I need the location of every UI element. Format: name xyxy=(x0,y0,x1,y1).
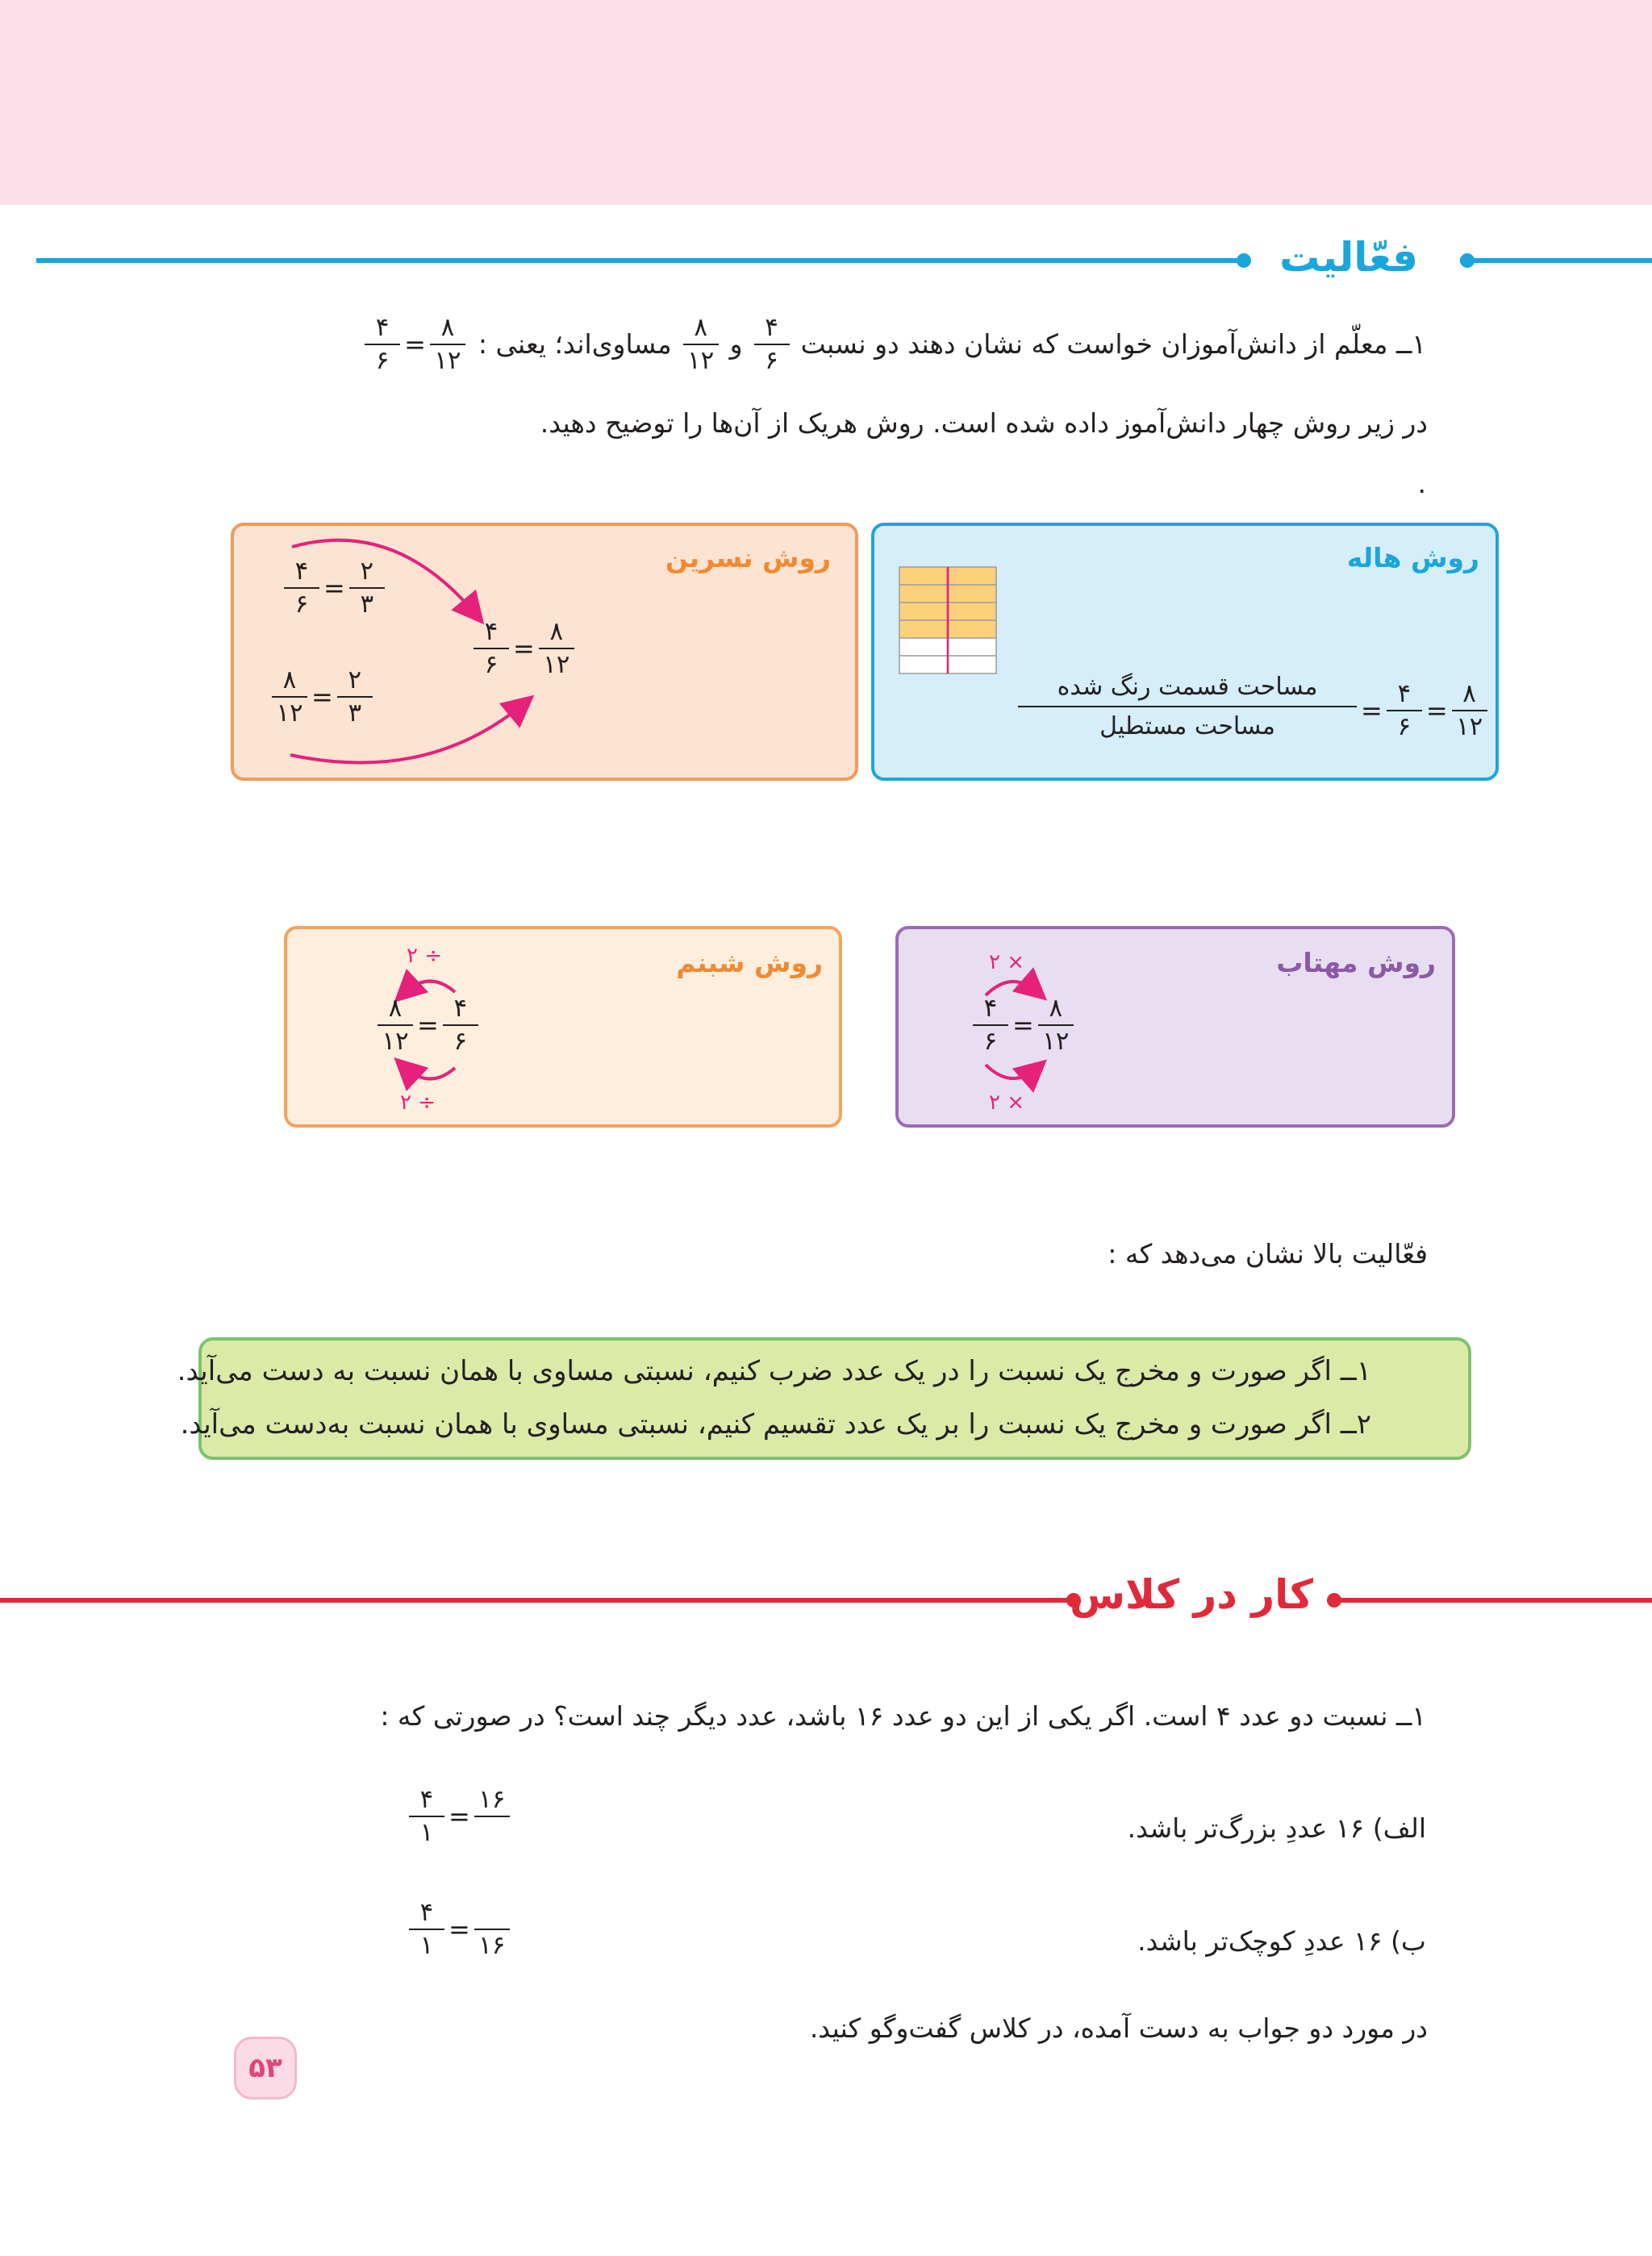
mahtab-equation: $\frac{۴}{۶}$ = $\frac{۸}{۱۲}$ xyxy=(971,995,1075,1054)
method-haleh-title: روش هاله xyxy=(1346,542,1479,573)
nasrin-bottom-equation: $\frac{۸}{۱۲}$ = $\frac{۲}{۳}$ xyxy=(270,667,374,726)
header-band xyxy=(0,0,1652,205)
q1-line xyxy=(363,315,1426,373)
classwork-b-text: ب) ۱۶ عددِ کوچک‌تر باشد. xyxy=(1137,1925,1426,1957)
classwork-q1: ۱ــ نسبت دو عدد ۴ است. اگر یکی از این دو عدد ۱۶ باشد، عدد دیگر چند است؟ در صورتی که : xyxy=(380,1700,1426,1732)
rule-1: ۱ــ اگر صورت و مخرج یک نسبت را در یک عدد ضرب کنیم، نسبتی مساوی با همان نسبت به دست می‌آید. xyxy=(177,1355,1371,1387)
rule-2: ۲ــ اگر صورت و مخرج یک نسبت را بر یک عدد تقسیم کنیم، نسبتی مساوی با همان نسبت به‌دست می‌آید. xyxy=(180,1408,1371,1441)
haleh-equation: = $\frac{۴}{۶}$ = $\frac{۸}{۱۲}$ xyxy=(1358,681,1489,740)
mahtab-op-bottom: × ۲ xyxy=(989,1090,1025,1115)
method-mahtab-title: روش مهتاب xyxy=(1276,947,1436,978)
fraction-4-6: $\frac{۴}{۶}$ xyxy=(754,315,790,373)
haleh-grid xyxy=(899,566,997,676)
page-number: ۵۳ xyxy=(234,2037,297,2100)
activity-header-line-right xyxy=(1460,258,1652,263)
activity-header-dot-right xyxy=(1460,253,1475,268)
method-mahtab-box xyxy=(895,926,1455,1128)
method-shabnam-box xyxy=(284,926,842,1128)
method-haleh-box xyxy=(871,523,1499,781)
haleh-numerator: مساحت قسمت رنگ شده xyxy=(1057,673,1318,701)
shabnam-op-top: ÷ ۲ xyxy=(407,944,443,968)
shabnam-equation: $\frac{۸}{۱۲}$ = $\frac{۴}{۶}$ xyxy=(376,995,480,1054)
classwork-a-text: الف) ۱۶ عددِ بزرگ‌تر باشد. xyxy=(1127,1812,1426,1844)
classwork-header-line xyxy=(0,1598,1073,1603)
classwork-header-dot-right xyxy=(1327,1593,1341,1608)
method-shabnam-title: روش شبنم xyxy=(676,947,823,978)
activity-title: فعّالیت xyxy=(1279,234,1418,281)
method-nasrin-box xyxy=(231,523,858,781)
method-nasrin-title: روش نسرین xyxy=(665,542,831,573)
classwork-title: کار در کلاس xyxy=(1070,1571,1313,1618)
shabnam-op-bottom: ÷ ۲ xyxy=(400,1090,436,1115)
q1-text: ۱ــ معلّم از دانش‌آموزان خواست که نشان دهند دو نسبت xyxy=(800,328,1426,361)
classwork-a-equation: $\frac{۴}{۱}$ = ۱۶ xyxy=(407,1787,511,1846)
fraction-8-12: $\frac{۸}{۱۲}$ xyxy=(683,315,719,373)
mahtab-op-top: × ۲ xyxy=(989,950,1025,974)
nasrin-result-equation: $\frac{۴}{۶}$ = $\frac{۸}{۱۲}$ xyxy=(472,619,576,678)
nasrin-top-equation: $\frac{۴}{۶}$ = $\frac{۲}{۳}$ xyxy=(282,558,386,617)
q1-mid: مساوی‌اند؛ یعنی : xyxy=(478,328,672,361)
activity-line3: . xyxy=(1417,468,1426,499)
haleh-denominator: مساحت مستطیل xyxy=(1099,712,1275,740)
activity-line2: در زیر روش چهار دانش‌آموز داده شده است. روش هریک از آن‌ها را توضیح دهید. xyxy=(540,407,1428,439)
classwork-closing: در مورد دو جواب به دست آمده، در کلاس گفت‌وگو کنید. xyxy=(809,2012,1428,2044)
classwork-b-equation: $\frac{۴}{۱}$ = ۱۶ xyxy=(407,1899,511,1959)
conclusion-intro: فعّالیت بالا نشان می‌دهد که : xyxy=(1108,1238,1428,1270)
activity-header-line xyxy=(36,258,1246,263)
activity-header-dot-left xyxy=(1237,253,1251,268)
rules-box xyxy=(177,1337,1471,1460)
q1-equation: $\frac{۴}{۶}$ = $\frac{۸}{۱۲}$ xyxy=(363,315,467,373)
haleh-area-fraction xyxy=(1018,673,1357,740)
q1-and: و xyxy=(729,328,743,361)
classwork-header-line-right xyxy=(1331,1598,1652,1603)
